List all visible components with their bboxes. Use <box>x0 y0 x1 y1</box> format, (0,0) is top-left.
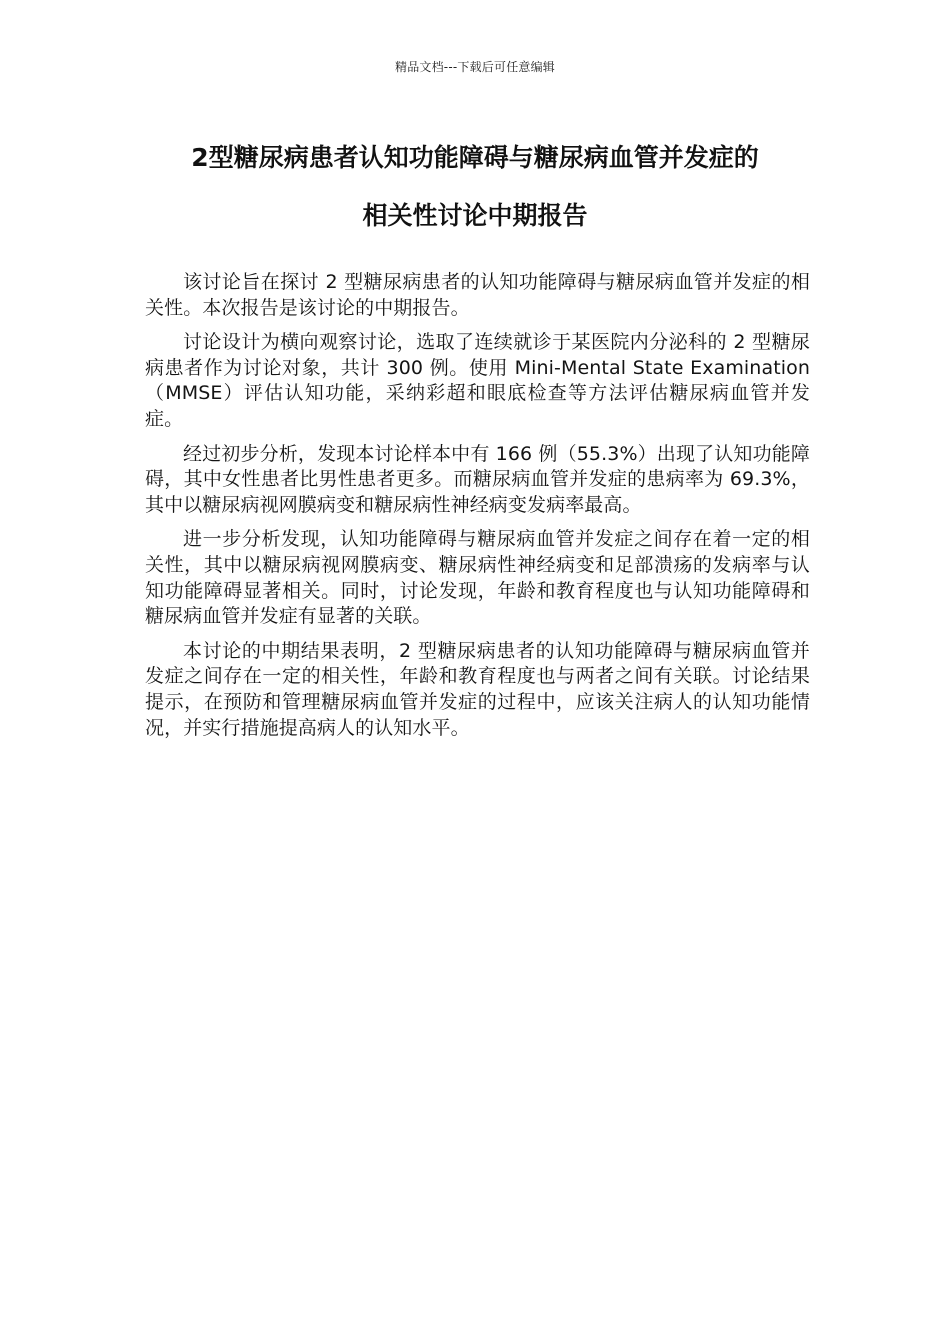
document-title-line-1: 2型糖尿病患者认知功能障碍与糖尿病血管并发症的 <box>191 143 759 172</box>
page-header-note: 精品文档---下载后可任意编辑 <box>395 60 555 74</box>
document-body <box>145 270 810 750</box>
document-title-line-2: 相关性讨论中期报告 <box>362 201 588 230</box>
paragraph-conclusion: 本讨论的中期结果表明，2 型糖尿病患者的认知功能障碍与糖尿病血管并发症之间存在一定的相关性，年龄和教育程度也与两者之间有关联。讨论结果提示，在预防和管理糖尿病血管并发症的过程中，应该关注病人的认知功能情况，并实行措施提高病人的认知水平。 <box>145 639 810 739</box>
paragraph-further-analysis: 进一步分析发现，认知功能障碍与糖尿病血管并发症之间存在着一定的相关性，其中以糖尿病视网膜病变、糖尿病性神经病变和足部溃疡的发病率与认知功能障碍显著相关。同时，讨论发现，年龄和教育程度也与认知功能障碍和糖尿病血管并发症有显著的关联。 <box>145 528 810 628</box>
paragraph-intro: 该讨论旨在探讨 2 型糖尿病患者的认知功能障碍与糖尿病血管并发症的相关性。本次报告是该讨论的中期报告。 <box>145 271 810 319</box>
paragraph-preliminary-results: 经过初步分析，发现本讨论样本中有 166 例（55.3%）出现了认知功能障碍，其中女性患者比男性患者更多。而糖尿病血管并发症的患病率为 69.3%，其中以糖尿病视网膜病变和糖尿病性神经病变发病率最高。 <box>145 442 810 516</box>
paragraph-methods: 讨论设计为横向观察讨论，选取了连续就诊于某医院内分泌科的 2 型糖尿病患者作为讨论对象，共计 300 例。使用 Mini-Mental State Examination（MMSE）评估认知功能，采纳彩超和眼底检查等方法评估糖尿病血管并发症。 <box>145 331 810 430</box>
